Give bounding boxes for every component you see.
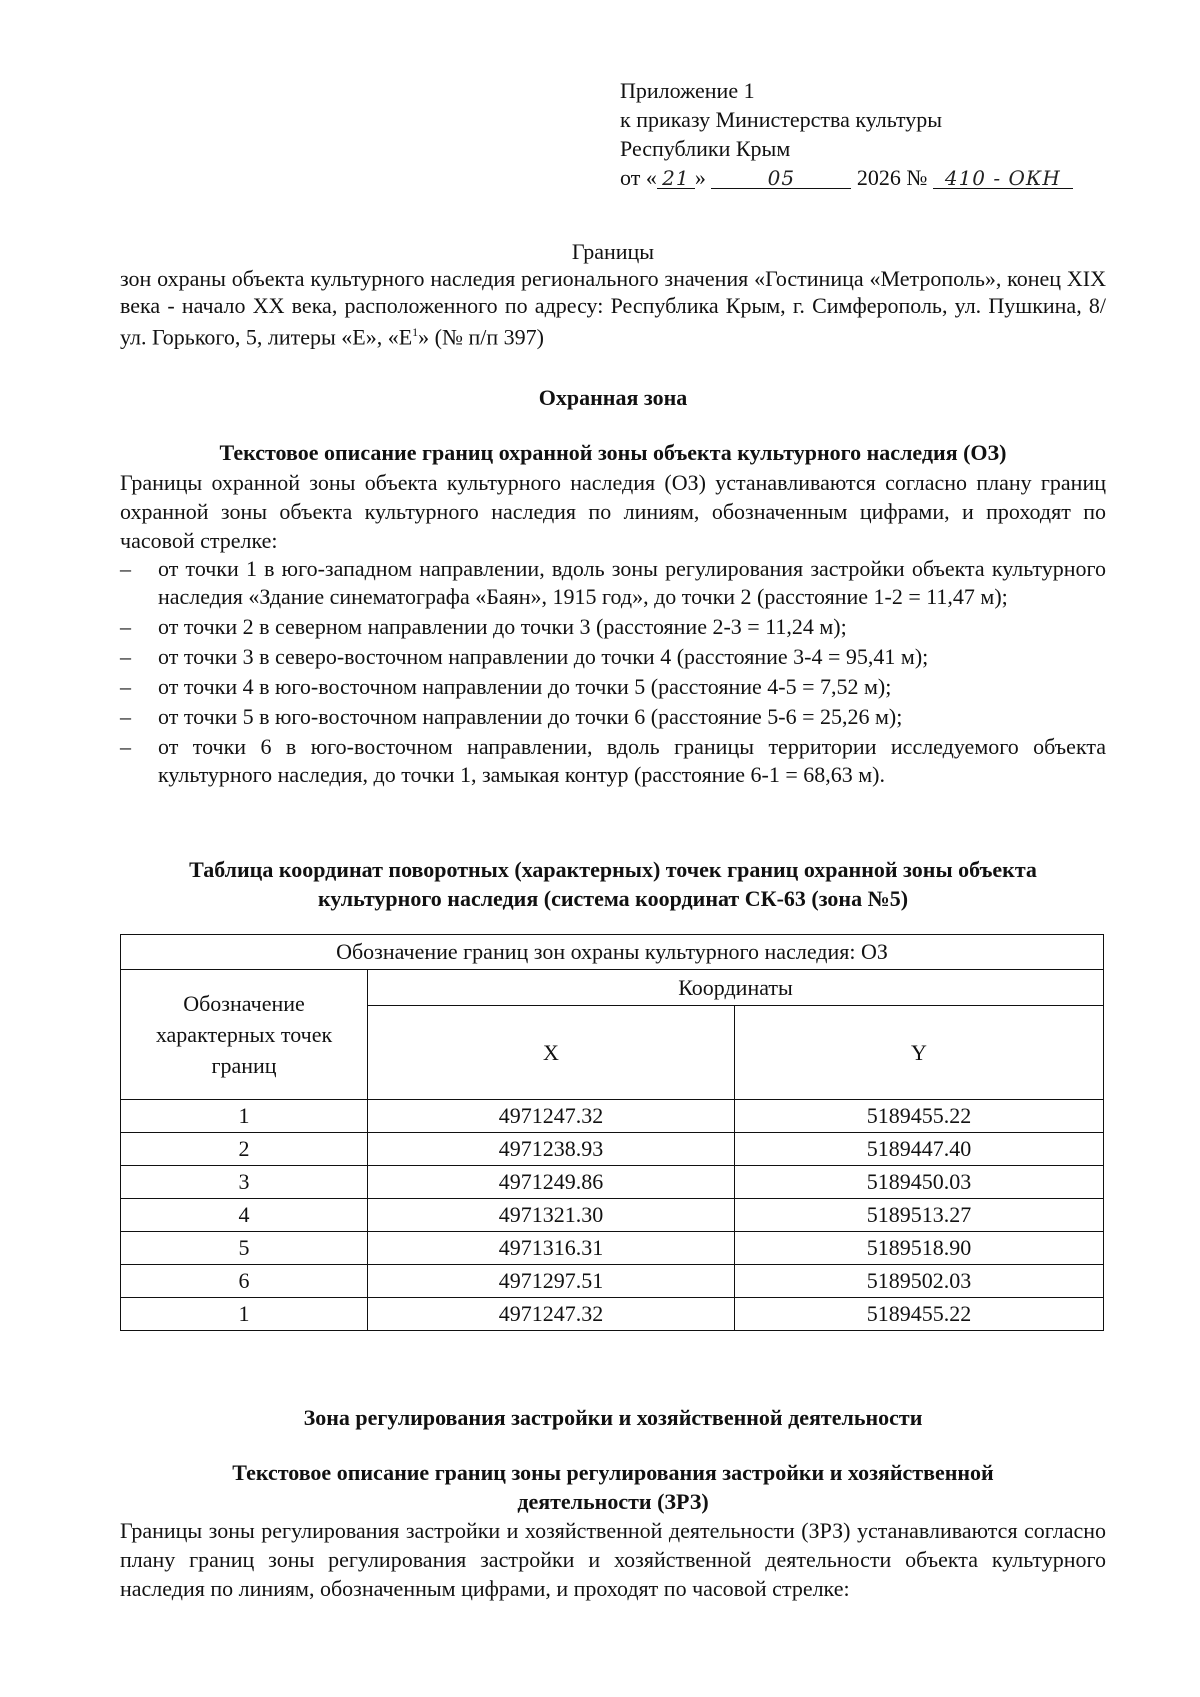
appendix-header <box>620 76 1073 192</box>
order-date-line <box>620 163 1073 192</box>
order-number: 410 - ОКН <box>933 168 1073 189</box>
zrz-section-title: Зона регулирования застройки и хозяйственной деятельности <box>303 1405 923 1430</box>
coordinates-table <box>120 934 1104 1331</box>
col-header-coords: Координаты <box>368 970 1104 1006</box>
table-row: 3 4971249.86 5189450.03 <box>121 1166 1104 1199</box>
table-row: 1 4971247.32 5189455.22 <box>121 1298 1104 1331</box>
list-item: – от точки 1 в юго-западном направлении, вдоль зоны регулирования застройки объекта культурного наследия «Здание синематографа «Баян», 1915 год», до точки 2 (расстояние 1-2 = 11,47 м); <box>120 555 1106 611</box>
list-item: – от точки 2 в северном направлении до точки 3 (расстояние 2-3 = 11,24 м); <box>120 613 1106 641</box>
oz-boundary-list <box>120 555 1106 791</box>
oz-section-title: Охранная зона <box>538 385 688 410</box>
list-item: – от точки 3 в северо-восточном направлении до точки 4 (расстояние 3-4 = 95,41 м); <box>120 643 1106 671</box>
order-year: 2026 № <box>856 165 928 190</box>
list-item: – от точки 4 в юго-восточном направлении до точки 5 (расстояние 4-5 = 7,52 м); <box>120 673 1106 701</box>
date-prefix: от « <box>620 165 657 190</box>
superscript-one: 1 <box>412 325 419 339</box>
table-caption: Обозначение границ зон охраны культурного наследия: ОЗ <box>121 935 1104 970</box>
appendix-label: Приложение 1 <box>620 78 755 103</box>
date-day: 21 <box>657 168 695 189</box>
date-mid: » <box>694 165 706 190</box>
list-item: – от точки 5 в юго-восточном направлении до точки 6 (расстояние 5-6 = 25,26 м); <box>120 703 1106 731</box>
table-row: 2 4971238.93 5189447.40 <box>121 1133 1104 1166</box>
table-title: Таблица координат поворотных (характерных) точек границ охранной зоны объекта культурного наследия (система координат СК-63 (зона №5) <box>189 857 1037 911</box>
document-title <box>120 238 1106 350</box>
title-heading: Границы <box>571 239 655 264</box>
oz-intro: Границы охранной зоны объекта культурного наследия (ОЗ) устанавливаются согласно плану границ охранной зоны объекта культурного наследия по линиям, обозначенным цифрами, и проходят по часовой стрелке: <box>120 470 1106 553</box>
order-reference: к приказу Министерства культуры <box>620 107 943 132</box>
oz-desc-title: Текстовое описание границ охранной зоны объекта культурного наследия (ОЗ) <box>219 440 1007 465</box>
table-row: 5 4971316.31 5189518.90 <box>121 1232 1104 1265</box>
zrz-intro: Границы зоны регулирования застройки и хозяйственной деятельности (ЗРЗ) устанавливаются согласно плану границ зоны регулирования застройки и хозяйственной деятельности объекта культурного наследия по линиям, обозначенным цифрами, и проходят по часовой стрелке: <box>120 1518 1106 1601</box>
republic-name: Республики Крым <box>620 136 791 161</box>
date-month: 05 <box>711 168 851 189</box>
col-header-y: Y <box>735 1006 1104 1100</box>
col-header-x: X <box>368 1006 735 1100</box>
table-row: 6 4971297.51 5189502.03 <box>121 1265 1104 1298</box>
col-header-point: Обозначение характерных точек границ <box>121 970 368 1100</box>
zrz-desc-title: Текстовое описание границ зоны регулирования застройки и хозяйственной деятельности (ЗРЗ) <box>232 1460 994 1514</box>
list-item: – от точки 6 в юго-восточном направлении, вдоль границы территории исследуемого объекта культурного наследия, до точки 1, замыкая контур (расстояние 6-1 = 68,63 м). <box>120 733 1106 789</box>
table-row: 4 4971321.30 5189513.27 <box>121 1199 1104 1232</box>
table-row: 1 4971247.32 5189455.22 <box>121 1100 1104 1133</box>
title-body: зон охраны объекта культурного наследия регионального значения «Гостиница «Метрополь», конец XIX века - начало XX века, расположенного по адресу: Республика Крым, г. Симферополь, ул. Пушкина, 8/ул. Горького, 5, литеры «Е», «$Е^1$» (№ п/п 397) <box>120 266 1106 350</box>
